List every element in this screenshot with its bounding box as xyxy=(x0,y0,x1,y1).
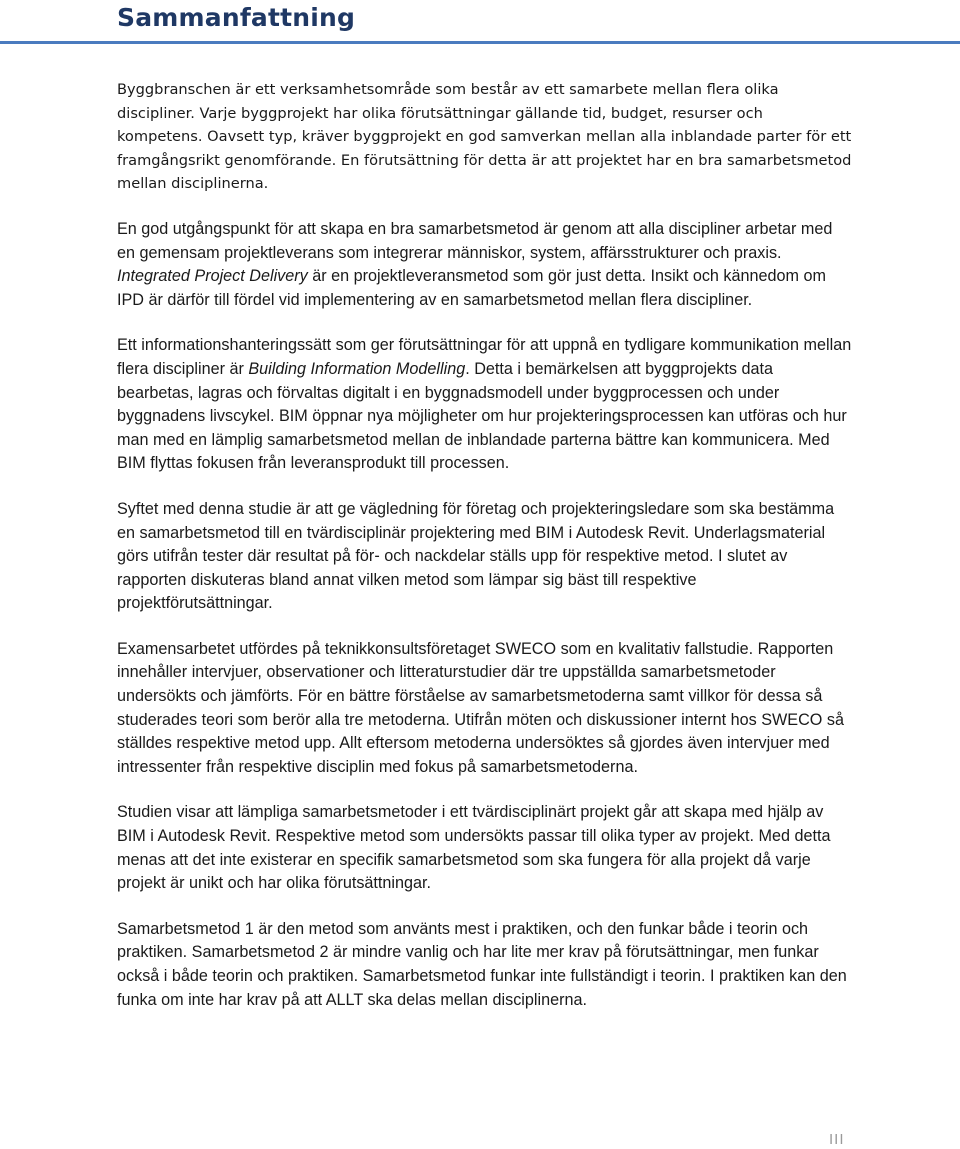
page-number: III xyxy=(829,1131,845,1148)
paragraph-method xyxy=(117,638,852,780)
emphasis-term: Integrated Project Delivery xyxy=(117,267,308,286)
paragraph-text: En god utgångspunkt för att skapa en bra samarbetsmetod är genom att alla discipliner arbetar med en gemensam projektleverans som integrerar människor, system, affärsstrukturer och praxis. xyxy=(117,219,833,262)
paragraph-bim xyxy=(117,334,852,476)
paragraph-purpose xyxy=(117,498,852,616)
paragraph-text: Ett informationshanteringssätt som ger förutsättningar för att uppnå en tydligare kommunikation mellan flera discipliner är xyxy=(117,336,852,378)
paragraph-conclusion xyxy=(117,918,852,1012)
paragraph-ipd xyxy=(117,218,852,312)
summary-body xyxy=(117,78,852,1034)
paragraph-intro xyxy=(117,78,852,196)
emphasis-term: Building Information Modelling xyxy=(248,359,466,378)
paragraph-text: . Detta i bemärkelsen att byggprojekts data bearbetas, lagras och förvaltas digitalt i en byggnadsmodell under byggprocessen och under byggnadens livscykel. BIM öppnar nya möjligheter om hur projekteringsprocessen kan utföras och hur man med en lämplig samarbetsmetod mellan de inblandade parterna bättre kan kommunicera. Med BIM flyttas fokusen från leveransprodukt till processen. xyxy=(117,359,847,473)
paragraph-text: Examensarbetet utfördes på teknikkonsultsföretaget SWECO som en kvalitativ fallstudie. Rapporten innehåller intervjuer, observationer och litteraturstudier där tre uppställda samarbetsmetoder undersökts och jämförts. För en bättre förståelse av samarbetsmetoderna samt villkor för dessa så studerades teori som berör alla tre metoderna. Utifrån möten och diskussioner internt hos SWECO så ställdes respektive metod upp. Allt eftersom metoderna undersöktes så gjordes även intervjuer med intressenter från respektive disciplin med fokus på samarbetsmetoderna. xyxy=(117,639,844,776)
paragraph-text: Studien visar att lämpliga samarbetsmetoder i ett tvärdisciplinärt projekt går att skapa med hjälp av BIM i Autodesk Revit. Respektive metod som undersökts passar till olika typer av projekt. Med detta menas att det inte existerar en specifik samarbetsmetod som ska fungera för alla projekt då varje projekt är unikt och har olika förutsättningar. xyxy=(117,803,831,893)
paragraph-text: Samarbetsmetod 1 är den metod som använts mest i praktiken, och den funkar både i teorin och praktiken. Samarbetsmetod 2 är mindre vanlig och har lite mer krav på förutsättningar, men funkar också i både teorin och praktiken. Samarbetsmetod funkar inte fullständigt i teorin. I praktiken kan den funka om inte har krav på att ALLT ska delas mellan disciplinerna. xyxy=(117,919,847,1009)
paragraph-text: är en projektleveransmetod som gör just detta. Insikt och kännedom om IPD är därför till fördel vid implementering av en samarbetsmetod mellan flera discipliner. xyxy=(117,267,827,309)
paragraph-text: Syftet med denna studie är att ge vägledning för företag och projekteringsledare som ska bestämma en samarbetsmetod till en tvärdisciplinär projektering med BIM i Autodesk Revit. Underlagsmaterial görs utifrån tester där resultat på för- och nackdelar ställs upp för respektive metod. I slutet av rapporten diskuteras bland annat vilken metod som lämpar sig bäst till respektive projektförutsättningar. xyxy=(117,499,835,613)
paragraph-results xyxy=(117,801,852,895)
title-divider xyxy=(0,41,960,44)
page-title: Sammanfattning xyxy=(117,3,356,32)
paragraph-text: Byggbranschen är ett verksamhetsområde som består av ett samarbete mellan flera olika discipliner. Varje byggprojekt har olika förutsättningar gällande tid, budget, resurser och kompetens. Oavsett typ, kräver byggprojekt en god samverkan mellan alla inblandade parter för ett framgångsrikt genomförande. En förutsättning för detta är att projektet har en bra samarbetsmetod mellan disciplinerna. xyxy=(117,81,852,193)
